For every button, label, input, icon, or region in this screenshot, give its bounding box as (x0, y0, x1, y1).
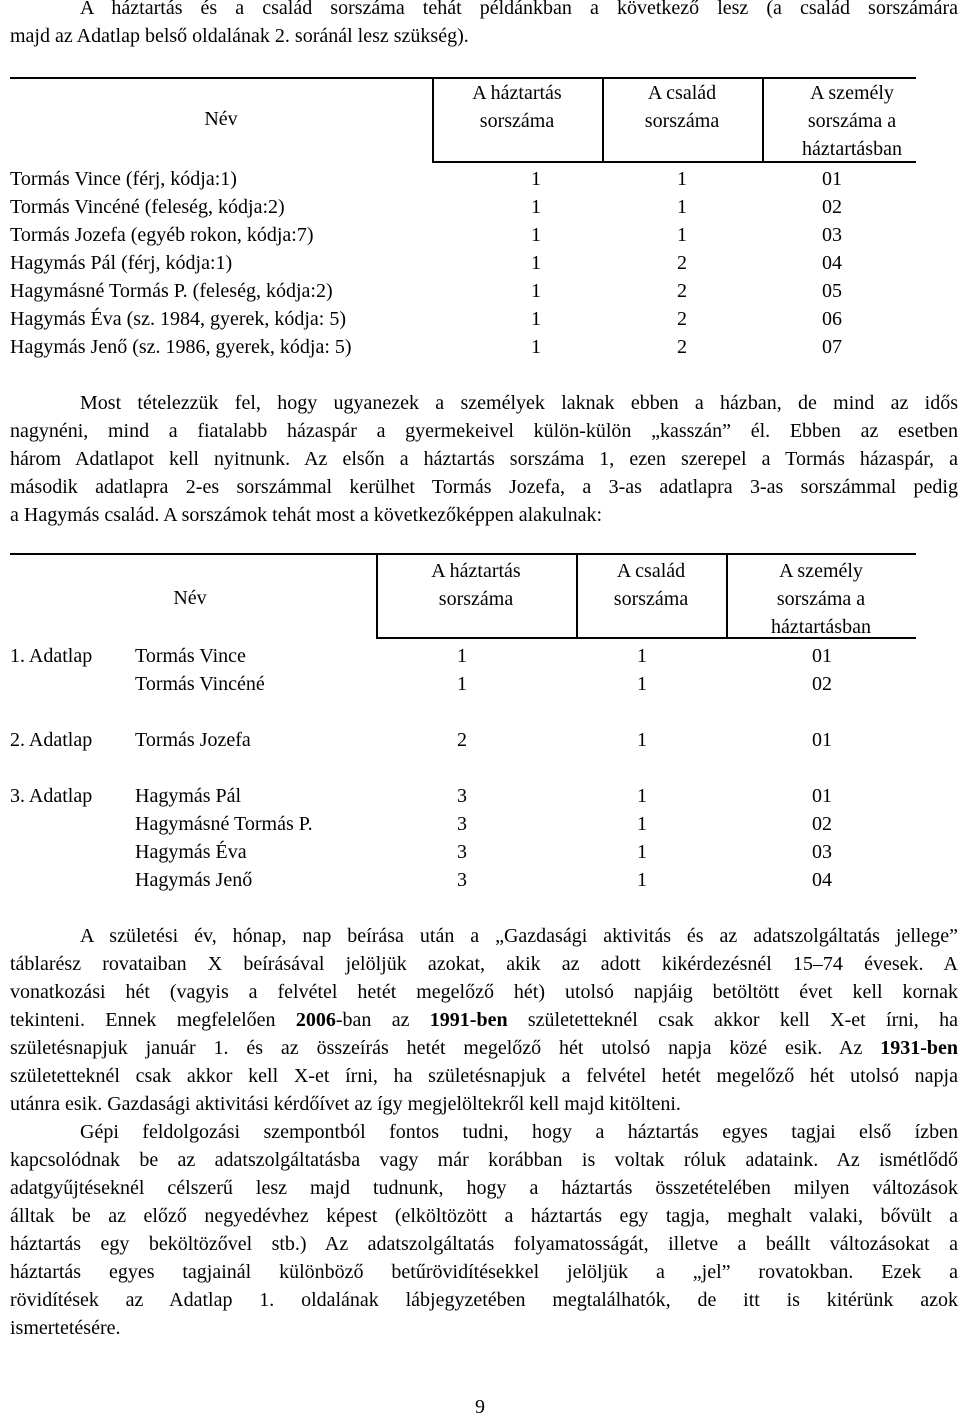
intro-line-2: majd az Adatlap belső oldalának 2. soránál lesz szükség). (10, 25, 469, 47)
paragraph-3-line: utánra esik. Gazdasági aktivitási kérdőívet az így megjelöltekről kell majd kitölteni. (10, 1093, 681, 1115)
paragraph-4-line: álltak be az előző negyedévhez képest (elköltözött a háztartás egy tagja, meghalt valaki, bővült a (10, 1205, 958, 1227)
paragraph-3-line: A születési év, hónap, nap beírása után a „Gazdasági aktivitás és az adatszolgáltatás jellege” (80, 925, 958, 947)
cell-name: Hagymás Éva (sz. 1984, gyerek, kódja: 5) (10, 308, 347, 330)
table-row (10, 165, 916, 193)
cell-family: 1 (637, 729, 647, 751)
cell-family: 2 (677, 252, 687, 274)
cell-household: 3 (457, 785, 467, 807)
header-household (432, 79, 602, 135)
header-household-line-2: sorszáma (438, 588, 514, 610)
page-number: 9 (475, 1396, 485, 1418)
cell-name: Tormás Vince (férj, kódja:1) (10, 168, 237, 190)
header-person-line-1: A személy (779, 560, 863, 582)
cell-family: 1 (637, 841, 647, 863)
cell-family: 1 (677, 196, 687, 218)
cell-household: 3 (457, 813, 467, 835)
cell-household: 1 (531, 196, 541, 218)
paragraph-2-line: nagynéni, mind a fiatalabb házaspár a gyermekeivel külön-külön „kasszán” él. Ebben az esetben (10, 420, 958, 442)
header-household-line-1: A háztartás (431, 560, 521, 582)
cell-household: 3 (457, 869, 467, 891)
paragraph-3 (10, 922, 958, 1118)
header-family-line-2: sorszáma (613, 588, 689, 610)
paragraph-3-line: születetteknél csak akkor kell X-et írni, ha születésnapjuk a felvétel hetét megelőző hét utolsó napja (10, 1065, 958, 1087)
header-name: Név (173, 587, 207, 609)
cell-household: 3 (457, 841, 467, 863)
cell-person: 02 (822, 196, 842, 218)
cell-name: Hagymás Jenő (135, 869, 253, 891)
cell-person: 04 (822, 252, 842, 274)
cell-household: 2 (457, 729, 467, 751)
cell-name: Hagymás Éva (135, 841, 247, 863)
header-name: Név (204, 108, 238, 130)
cell-name: Tormás Jozefa (135, 729, 251, 751)
cell-name: Hagymás Jenő (sz. 1986, gyerek, kódja: 5) (10, 336, 352, 358)
paragraph-3-line (10, 1006, 958, 1034)
cell-family: 2 (677, 308, 687, 330)
paragraph-2-line: Most tételezzük fel, hogy ugyanezek a személyek laknak ebben a házban, de mind az idős (80, 392, 958, 414)
cell-person: 06 (822, 308, 842, 330)
table-row (10, 305, 916, 333)
paragraph-3-line: táblarész rovataiban X beírásával jelöljük azokat, akik az adott kikérdezésnél 15–74 évesek. A (10, 953, 958, 975)
text-run: születésnapjuk január 1. és az összeírás hetét megelőző hét utolsó napja közé esik. Az (10, 1037, 881, 1059)
cell-person: 01 (812, 645, 832, 667)
cell-person: 02 (812, 813, 832, 835)
cell-person: 01 (812, 785, 832, 807)
cell-family: 1 (677, 224, 687, 246)
cell-person: 04 (812, 869, 832, 891)
cell-person: 07 (822, 336, 842, 358)
paragraph-3-line (10, 1034, 958, 1062)
header-family (602, 79, 762, 135)
text-run: tekinteni. Ennek megfelelően (10, 1009, 296, 1031)
cell-name: Tormás Jozefa (egyéb rokon, kódja:7) (10, 224, 314, 246)
cell-name: Hagymásné Tormás P. (feleség, kódja:2) (10, 280, 333, 302)
header-person-line-2: sorszáma a (807, 110, 897, 132)
group-label: 2. Adatlap (10, 729, 93, 751)
bold-year: 2006 (295, 1009, 336, 1031)
header-person (762, 79, 942, 163)
cell-family: 2 (677, 280, 687, 302)
table-row (10, 277, 916, 305)
cell-name: Hagymás Pál (férj, kódja:1) (10, 252, 233, 274)
header-person-line-3: háztartásban (802, 138, 902, 160)
cell-name: Hagymás Pál (135, 785, 242, 807)
paragraph-2-line: második adatlapra 2-es sorszámmal kerülhet Tormás Jozefa, a 3-as adatlapra 3-as sorszámmal pedig (10, 476, 958, 498)
cell-household: 1 (531, 224, 541, 246)
paragraph-4-line: ismertetésére. (10, 1317, 121, 1339)
header-household (376, 557, 576, 613)
table-row (10, 866, 916, 894)
cell-person: 01 (812, 729, 832, 751)
table-top-rule (10, 553, 916, 555)
bold-year: 1991-ben (429, 1009, 508, 1031)
paragraph-2-line: három Adatlapot kell nyitnunk. Az elsőn a háztartás sorszáma 1, ezen szerepel a Tormás házaspár, a (10, 448, 958, 470)
paragraph-2 (10, 389, 958, 529)
paragraph-4-line: háztartás egyes tagjainál különböző betűrövidítésekkel jelöljük a „jel” rovatokban. Ezek a (10, 1261, 958, 1283)
cell-household: 1 (531, 168, 541, 190)
paragraph-4-line: adatgyűjtéseknél célszerű lesz majd tudnunk, hogy a háztartás összetételében milyen változások (10, 1177, 958, 1199)
cell-household: 1 (531, 280, 541, 302)
cell-person: 03 (822, 224, 842, 246)
paragraph-3-line: vonatkozási hét (vagyis a felvétel hetét megelőző hét) utolsó napjáig betöltött évet kell kornak (10, 981, 958, 1003)
paragraph-4-line: kapcsolódnak be az adatszolgáltatásba vagy már korábban is voltak róluk adataink. Az ismétlődő (10, 1149, 958, 1171)
cell-person: 03 (812, 841, 832, 863)
table-row (10, 193, 916, 221)
table-row (10, 221, 916, 249)
cell-person: 05 (822, 280, 842, 302)
table-row (10, 249, 916, 277)
cell-household: 1 (457, 645, 467, 667)
cell-name: Tormás Vincéné (135, 673, 265, 695)
table-row (10, 726, 916, 754)
header-family-line-1: A család (616, 560, 686, 582)
cell-household: 1 (531, 252, 541, 274)
cell-family: 2 (677, 336, 687, 358)
paragraph-4-line: rövidítések az Adatlap 1. oldalának lábjegyzetében megtalálhatók, de itt is kitérünk azok (10, 1289, 958, 1311)
cell-family: 1 (637, 673, 647, 695)
header-family (576, 557, 726, 613)
header-family-line-2: sorszáma (644, 110, 720, 132)
paragraph-4-line: háztartás egy beköltözővel stb.) Az adatszolgáltatás folyamatosságát, illetve a beállt változásokat a (10, 1233, 958, 1255)
table-row (10, 838, 916, 866)
table-row (10, 333, 916, 361)
header-person-line-3: háztartásban (771, 616, 871, 638)
cell-person: 02 (812, 673, 832, 695)
cell-household: 1 (531, 336, 541, 358)
cell-family: 1 (677, 168, 687, 190)
bold-year: 1931-ben (880, 1037, 958, 1059)
cell-person: 01 (822, 168, 842, 190)
paragraph-2-line: a Hagymás család. A sorszámok tehát most a következőképpen alakulnak: (10, 504, 603, 526)
header-person (726, 557, 916, 641)
header-household-line-1: A háztartás (472, 82, 562, 104)
table-row (10, 810, 916, 838)
header-person-line-1: A személy (810, 82, 894, 104)
intro-paragraph (10, 0, 958, 50)
table-row (10, 642, 916, 670)
cell-family: 1 (637, 869, 647, 891)
paragraph-4 (10, 1118, 958, 1342)
cell-family: 1 (637, 785, 647, 807)
header-family-line-1: A család (647, 82, 717, 104)
text-run: születetteknél csak akkor kell X-et írni, ha (507, 1009, 958, 1031)
paragraph-4-line: Gépi feldolgozási szempontból fontos tudni, hogy a háztartás egyes tagjai első ízben (80, 1121, 958, 1143)
cell-household: 1 (457, 673, 467, 695)
table-row (10, 782, 916, 810)
cell-name: Hagymásné Tormás P. (135, 813, 313, 835)
header-person-line-2: sorszáma a (776, 588, 866, 610)
header-household-line-2: sorszáma (479, 110, 555, 132)
table-row (10, 670, 916, 698)
cell-household: 1 (531, 308, 541, 330)
intro-line-1: A háztartás és a család sorszáma tehát példánkban a következő lesz (a család sorszámára (80, 0, 958, 19)
cell-name: Tormás Vincéné (feleség, kódja:2) (10, 196, 285, 218)
cell-name: Tormás Vince (135, 645, 246, 667)
text-run: -ban az (335, 1009, 430, 1031)
group-label: 3. Adatlap (10, 785, 93, 807)
cell-family: 1 (637, 645, 647, 667)
cell-family: 1 (637, 813, 647, 835)
group-label: 1. Adatlap (10, 645, 93, 667)
